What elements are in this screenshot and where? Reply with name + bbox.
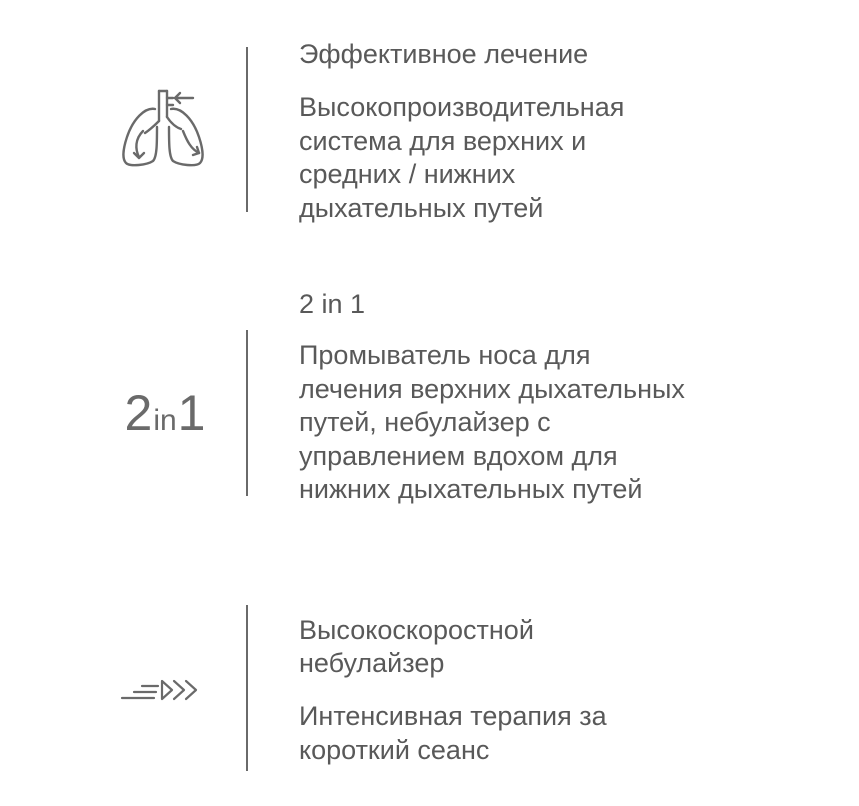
two-in-one-icon-left: 2: [124, 384, 153, 441]
feature-description: Промыватель носа для лечения верхних дыхательных путей, небулайзер с управлением вдохом для нижних дыхательных путей: [299, 340, 685, 504]
feature-text: [299, 614, 819, 767]
feature-divider: [246, 605, 248, 771]
two-in-one-icon-right: 1: [177, 384, 206, 441]
feature-title: Эффективное лечение: [299, 39, 589, 69]
fast-forward-speed-icon: [120, 676, 210, 704]
feature-icon-container: [100, 672, 230, 708]
feature-title: Высокоскоростной небулайзер: [299, 615, 534, 678]
feature-description: Интенсивная терапия за короткий сеанс: [299, 701, 607, 765]
feature-description: Высокопроизводительная система для верхних и средних / нижних дыхательных путей: [299, 92, 625, 223]
two-in-one-icon-middle: in: [153, 403, 177, 437]
feature-title: 2 in 1: [299, 289, 366, 319]
